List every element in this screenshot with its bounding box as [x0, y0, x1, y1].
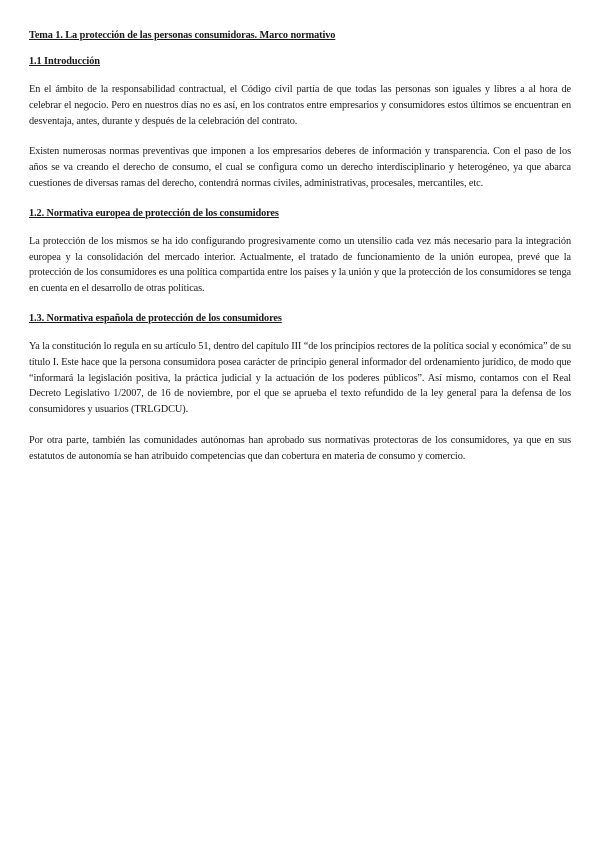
paragraph: Por otra parte, también las comunidades autónomas han aprobado sus normativas protectoras de los consumidores, ya que en sus estatutos de autonomía se han atribuido competencias que dan cobertura en materia de consumo y comercio. [29, 434, 571, 462]
section-heading-normativa-espanola: 1.3. Normativa española de protección de los consumidores [29, 312, 282, 324]
paragraph: Existen numerosas normas preventivas que imponen a los empresarios deberes de información y transparencia. Con el paso de los años se va creando el derecho de consumo, el cual se configura como un derecho interdisciplinario y heterogéneo, ya que abarca cuestiones de diversas ramas del derecho, contendrá normas civiles, administrativas, procesales, mercantiles, etc. [29, 146, 571, 189]
paragraph: La protección de los mismos se ha ido configurando progresivamente como un utensilio cada vez más necesario para la integración europea y la consolidación del mercado interior. Actualmente, el tratado de funcionamiento de la unión europea, prevé que la protección de los consumidores es una política compartida entre los países y la unión y que la protección de los consumidores se tenga en cuenta en el desarrollo de otras políticas. [29, 235, 571, 295]
section-normativa-espanola [29, 312, 571, 465]
section-heading-introduccion: 1.1 Introducción [29, 56, 100, 67]
paragraph: En el ámbito de la responsabilidad contractual, el Código civil partía de que todas las personas son iguales y libres a al hora de celebrar el negocio. Pero en nuestros días no es así, en los contratos entre empresarios y consumidores estos últimos se encuentran en desventaja, antes, durante y después de la celebración del contrato. [29, 84, 571, 127]
section-heading-normativa-europea: 1.2. Normativa europea de protección de los consumidores [29, 207, 279, 219]
document-title: Tema 1. La protección de las personas consumidoras. Marco normativo [29, 30, 336, 41]
paragraph: Ya la constitución lo regula en su artículo 51, dentro del capítulo III “de los principios rectores de la política social y económica” de su título I. Este hace que la persona consumidora posea carácter de principio general informador del ordenamiento jurídico, de modo que “informará la legislación positiva, la práctica judicial y la actuación de los poderes públicos”. Así mismo, contamos con el Real Decreto Legislativo 1/2007, de 16 de noviembre, por el que se aprueba el texto refundido de la ley general para la defensa de los consumidores y usuarios (TRLGDCU). [29, 340, 571, 416]
section-introduccion [29, 55, 571, 192]
section-normativa-europea [29, 207, 571, 297]
